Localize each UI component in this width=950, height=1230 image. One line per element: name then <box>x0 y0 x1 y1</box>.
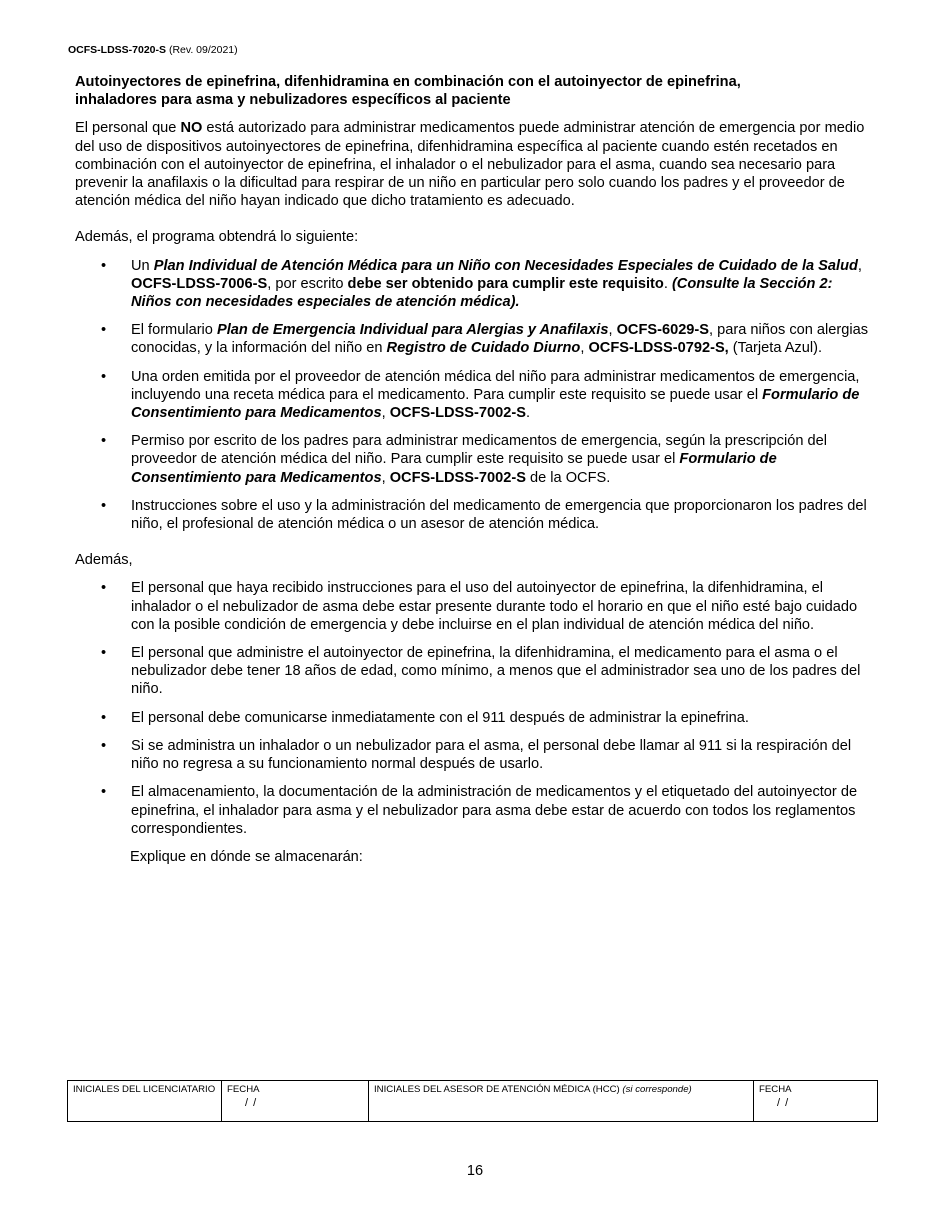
section-heading <box>75 73 875 109</box>
requirement-emphasis: debe ser obtenido para cumplir este requisito <box>347 275 664 292</box>
list-item <box>75 368 875 423</box>
text: , por escrito <box>267 275 348 292</box>
form-title: Formulario de Consentimiento para Medicamentos <box>131 451 777 486</box>
lead-paragraph-1: Además, el programa obtendrá lo siguiente: <box>75 229 359 246</box>
date-field-1[interactable] <box>222 1081 369 1122</box>
text: El formulario <box>131 322 217 339</box>
date-value: / / <box>777 1097 790 1109</box>
staff-rules-list <box>75 579 875 837</box>
form-revision: (Rev. 09/2021) <box>166 44 238 56</box>
form-code: OCFS-LDSS-7006-S <box>131 275 268 292</box>
text: , <box>381 469 390 486</box>
list-item: • El personal debe comunicarse inmediatamente con el 911 después de administrar la epinefrina. <box>75 709 875 727</box>
text: , para niños con alergias conocidas, y la información del niño en <box>131 322 869 357</box>
page-content <box>75 73 875 866</box>
storage-explanation-prompt: Explique en dónde se almacenarán: <box>130 848 363 865</box>
text: , <box>608 322 617 339</box>
field-label: FECHA <box>227 1084 260 1095</box>
form-code: OCFS-LDSS-7020-S <box>68 44 167 56</box>
intro-paragraph <box>75 119 875 210</box>
field-label: FECHA <box>759 1084 792 1095</box>
heading-line-1: Autoinyectores de epinefrina, difenhidramina en combinación con el autoinyector de epinefrina, <box>75 74 741 90</box>
date-field-2[interactable] <box>754 1081 878 1122</box>
hcc-initials-field[interactable] <box>369 1081 754 1122</box>
list-item: • El personal que haya recibido instrucciones para el uso del autoinyector de epinefrina, la difenhidramina, el inhalador o el nebulizador de asma debe estar presente durante todo el horario en que el niño esté bajo cuidado con la posible condición de emergencia y debe incluirse en el plan individual de atención médica del niño. <box>75 579 875 634</box>
text: Una orden emitida por el proveedor de atención médica del niño para administrar medicamentos de emergencia, incluyendo una receta médica para el medicamento. Para cumplir este requisito se puede usar el <box>131 368 860 403</box>
form-code: OCFS-6029-S <box>616 322 710 339</box>
text: Un <box>131 257 154 274</box>
text: (Tarjeta Azul). <box>728 340 823 357</box>
list-item: • El almacenamiento, la documentación de la administración de medicamentos y el etiquetado del autoinyector de epinefrina, el inhalador para asma y el nebulizador para asma debe estar de acuerdo con todos los reglamentos correspondientes. <box>75 783 875 838</box>
form-code: OCFS-LDSS-0792-S, <box>588 340 729 357</box>
form-code: OCFS-LDSS-7002-S <box>389 405 526 422</box>
list-item <box>75 432 875 487</box>
text: , <box>381 405 390 422</box>
text: . <box>525 405 530 422</box>
section-reference: (Consulte la Sección 2: Niños con necesidades especiales de atención médica). <box>131 275 833 311</box>
text: Permiso por escrito de los padres para administrar medicamentos de emergencia, según la prescripción del proveedor de atención médica del niño. Para cumplir este requisito se puede usar el <box>131 433 827 468</box>
list-item: • El personal que administre el autoinyector de epinefrina, la difenhidramina, el medicamento para el asma o el nebulizador debe tener 18 años de edad, como mínimo, a menos que el administrador sea uno de los padres del niño. <box>75 644 875 699</box>
form-code: OCFS-LDSS-7002-S <box>389 469 526 486</box>
list-item: • Instrucciones sobre el uso y la administración del medicamento de emergencia que proporcionaron los padres del niño, el profesional de atención médica o un asesor de atención médica. <box>75 497 875 533</box>
form-title-link: Plan Individual de Atención Médica para un Niño con Necesidades Especiales de Cuidado de la Salud <box>153 257 858 274</box>
requirements-list <box>75 257 875 534</box>
text: , <box>580 340 589 357</box>
heading-line-2: inhaladores para asma y nebulizadores específicos al paciente <box>75 92 511 109</box>
list-item <box>75 257 875 312</box>
lead-paragraph-2: Además, <box>75 552 133 569</box>
list-item: • Si se administra un inhalador o un nebulizador para el asma, el personal debe llamar al 911 si la respiración del niño no regresa a su funcionamiento normal después de usarlo. <box>75 737 875 773</box>
page-number: 16 <box>466 1163 484 1179</box>
form-title: Plan de Emergencia Individual para Alergias y Anafilaxis <box>216 322 609 339</box>
form-identifier <box>68 44 238 56</box>
licensee-initials-field[interactable] <box>68 1081 222 1122</box>
intro-emphasis-no: NO <box>180 120 203 137</box>
list-item <box>75 321 875 357</box>
date-value: / / <box>245 1097 258 1109</box>
text: , <box>857 257 862 274</box>
field-label: INICIALES DEL LICENCIATARIO <box>73 1084 216 1095</box>
form-title: Registro de Cuidado Diurno <box>386 340 581 357</box>
signature-table <box>67 1080 878 1122</box>
text: . <box>663 275 672 292</box>
field-label: INICIALES DEL ASESOR DE ATENCIÓN MÉDICA (HCC) <box>374 1084 623 1095</box>
field-note: (si corresponde) <box>622 1084 692 1095</box>
intro-text-a: El personal que <box>75 120 181 137</box>
intro-text-c: está autorizado para administrar medicamentos puede administrar atención de emergencia por medio del uso de dispositivos autoinyectores de epinefrina, difenhidramina específica al paciente cuando estén recetados en combinación con el autoinyector de epinefrina, el inhalador o el nebulizador para el asma, cuando sea necesario para prevenir la anafilaxis o la dificultad para respirar de un niño en particular pero solo cuando los padres y el proveedor de atención médica del niño hayan indicado que dicho tratamiento es adecuado. <box>75 120 865 210</box>
text: de la OCFS. <box>525 469 611 486</box>
form-title: Formulario de Consentimiento para Medicamentos <box>131 386 860 422</box>
